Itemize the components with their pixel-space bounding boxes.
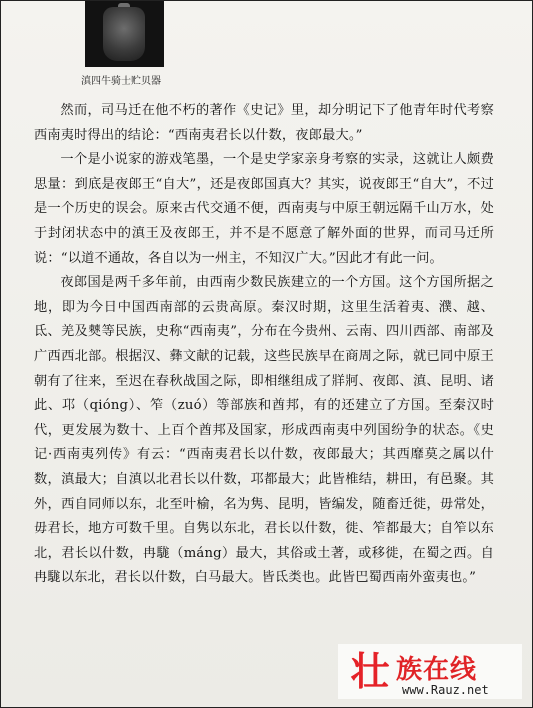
watermark-logo: 壮	[350, 649, 390, 695]
watermark-url: www.Rauz.net	[402, 683, 489, 697]
artifact-vessel-icon	[103, 7, 145, 61]
watermark-title: 族在线	[396, 655, 478, 685]
photo-caption: 滇四牛骑士贮贝器	[81, 76, 161, 87]
article-text	[34, 99, 494, 591]
paragraph-3: 夜郎国是两千多年前，由西南少数民族建立的一个方国。这个方国所据之地，即为今日中国西南部的云贵高原。秦汉时期，这里生活着夷、濮、越、氐、羌及僰等民族，史称“西南夷”，分布在今贵州、云南、四川西部、南部及广西西北部。根据汉、彝文献的记载，这些民族早在商周之际，就已同中原王朝有了往来，至迟在春秋战国之际，即相继组成了牂牁、夜郎、滇、昆明、诸此、邛（qióng）、笮（zuó）等部族和酋邦，有的还建立了方国。至秦汉时代，更发展为数十、上百个酋邦及国家，形成西南夷中列国纷争的状态。《史记·西南夷列传》有云：“西南夷君长以什数，夜郎最大；其西靡莫之属以什数，滇最大；自滇以北君长以什数，邛都最大；此皆椎结，耕田，有邑聚。其外，西自同师以东，北至叶榆，名为隽、昆明，皆编发，随畜迁徙，毋常处，毋君长，地方可数千里。自隽以东北，君长以什数，徙、笮都最大；自笮以东北，君长以什数，冉駹（máng）最大，其俗或土著，或移徙，在蜀之西。自冉駹以东北，君长以什数，白马最大。皆氐类也。此皆巴蜀西南外蛮夷也。”	[34, 275, 494, 586]
artifact-photo	[85, 1, 164, 67]
paragraph-2: 一个是小说家的游戏笔墨，一个是史学家亲身考察的实录，这就让人颇费思量：到底是夜郎王“自大”，还是夜郎国真大？其实，说夜郎王“自大”，不过是一个历史的误会。原来古代交通不便，西南夷与中原王朝远隔千山万水，处于封闭状态中的滇王及夜郎王，并不是不愿意了解外面的世界，而司马迁所说：“以道不通故，各自以为一州主，不知汉广大。”因此才有此一问。	[34, 152, 494, 266]
site-watermark	[338, 644, 522, 699]
paragraph-1: 然而，司马迁在他不朽的著作《史记》里，却分明记下了他青年时代考察西南夷时得出的结论：“西南夷君长以什数，夜郎最大。”	[34, 103, 494, 143]
